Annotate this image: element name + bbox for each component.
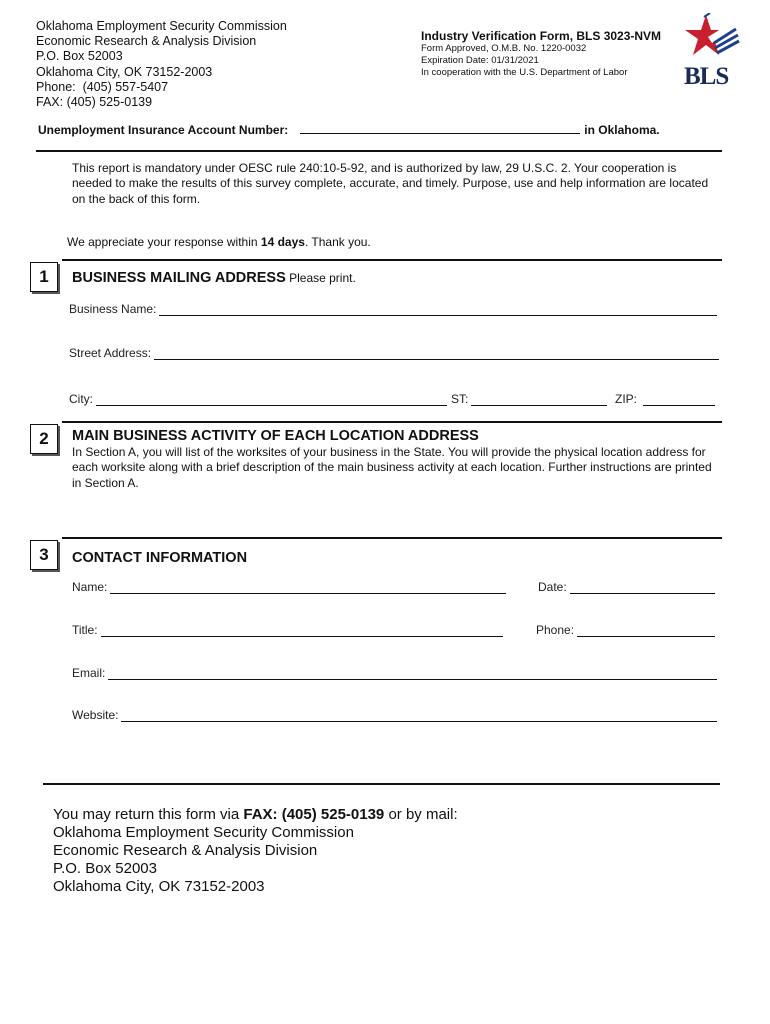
section2-divider <box>62 421 722 423</box>
section1-divider <box>62 259 722 261</box>
appreciate-text: We appreciate your response within 14 days. Thank you. <box>67 235 371 249</box>
contact-website-field <box>72 708 717 722</box>
footer-divider <box>43 783 720 785</box>
ui-account-input[interactable] <box>300 121 580 134</box>
section3-divider <box>62 537 722 539</box>
street-address-input[interactable] <box>154 348 719 360</box>
ui-account-suffix: in Oklahoma. <box>584 123 660 137</box>
return-address-line: P.O. Box 52003 <box>53 860 157 877</box>
bls-logo <box>684 13 740 91</box>
contact-email-input[interactable] <box>108 668 717 680</box>
intro-text: This report is mandatory under OESC rule 240:10-5-92, and is authorized by law, 29 U.S.C. 2. Your cooperation is needed to make the results of this survey complete, accurate, and timely. Purpose, use and help information are located on the back of this form. <box>72 161 709 206</box>
contact-date-label: Date: <box>538 580 567 594</box>
days-count: 14 days <box>260 235 305 249</box>
business-name-input[interactable] <box>159 304 717 316</box>
zip-input[interactable] <box>643 394 715 406</box>
state-label: ST: <box>451 392 469 406</box>
return-address-line: Economic Research & Analysis Division <box>53 842 318 859</box>
return-fax: FAX: (405) 525-0139 <box>243 806 385 823</box>
form-header <box>421 29 661 79</box>
form-cooperation: In cooperation with the U.S. Department of Labor <box>421 67 628 78</box>
return-info <box>53 806 458 896</box>
contact-email-field <box>72 666 717 680</box>
contact-name-field <box>72 580 506 594</box>
form-title: Industry Verification Form, BLS 3023-NVM <box>421 29 662 43</box>
agency-address <box>36 19 287 110</box>
ui-account-label: Unemployment Insurance Account Number: <box>38 123 289 137</box>
contact-title-field <box>72 623 503 637</box>
contact-website-input[interactable] <box>121 710 717 722</box>
city-field <box>69 392 447 406</box>
bls-logo-text: BLS <box>684 63 729 90</box>
agency-line: P.O. Box 52003 <box>36 49 123 64</box>
header-divider <box>36 150 722 152</box>
contact-phone-label: Phone: <box>536 623 575 637</box>
contact-email-label: Email: <box>72 666 106 680</box>
contact-title-label: Title: <box>72 623 98 637</box>
contact-phone-input[interactable] <box>577 625 715 637</box>
section3-number: 3 <box>30 540 58 570</box>
section2-text: In Section A, you will list of the worksites of your business in the State. You will provide the physical location address for each worksite along with a brief description of the main business activity at each location. Further instructions are printed in Section A. <box>72 445 712 490</box>
section1-title: BUSINESS MAILING ADDRESS Please print. <box>72 270 356 286</box>
return-address-line: Oklahoma City, OK 73152-2003 <box>53 878 265 895</box>
business-name-label: Business Name: <box>69 302 157 316</box>
agency-line: Oklahoma Employment Security Commission <box>36 19 287 33</box>
agency-line: Oklahoma City, OK 73152-2003 <box>36 64 213 79</box>
agency-line: Economic Research & Analysis Division <box>36 34 257 49</box>
business-name-field <box>69 302 717 316</box>
ui-account-row <box>38 121 660 137</box>
street-address-label: Street Address: <box>69 346 152 360</box>
contact-date-input[interactable] <box>570 582 715 594</box>
section1-note: Please print. <box>285 271 356 285</box>
contact-name-input[interactable] <box>110 582 506 594</box>
section3-title: CONTACT INFORMATION <box>72 550 248 566</box>
state-input[interactable] <box>471 394 607 406</box>
section2-number: 2 <box>30 424 58 454</box>
city-input[interactable] <box>96 394 447 406</box>
star-stripes-icon <box>684 13 740 63</box>
form-approved: Form Approved, O.M.B. No. 1220-0032 <box>421 43 587 54</box>
zip-field <box>615 392 715 406</box>
contact-title-input[interactable] <box>101 625 503 637</box>
contact-date-field <box>538 580 715 594</box>
state-field <box>451 392 607 406</box>
form-expiration: Expiration Date: 01/31/2021 <box>421 55 539 66</box>
contact-website-label: Website: <box>72 708 119 722</box>
return-address-line: Oklahoma Employment Security Commission <box>53 824 354 841</box>
agency-fax: FAX: (405) 525-0139 <box>36 95 153 110</box>
city-label: City: <box>69 392 93 406</box>
street-address-field <box>69 346 719 360</box>
zip-label: ZIP: <box>615 392 638 406</box>
return-instruction: You may return this form via FAX: (405) 525-0139 or by mail: <box>53 806 458 823</box>
agency-phone: Phone: (405) 557-5407 <box>36 79 169 94</box>
section1-number: 1 <box>30 262 58 292</box>
contact-name-label: Name: <box>72 580 108 594</box>
section2-title: MAIN BUSINESS ACTIVITY OF EACH LOCATION ADDRESS <box>72 428 479 444</box>
contact-phone-field <box>536 623 715 637</box>
